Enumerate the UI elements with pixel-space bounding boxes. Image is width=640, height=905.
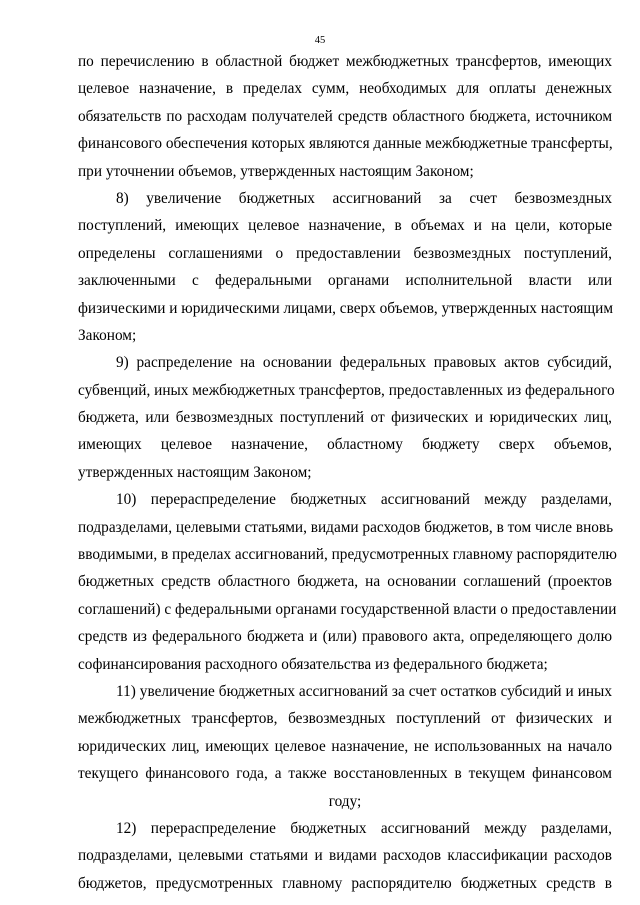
text-line: 12) перераспределение бюджетных ассигнований между разделами, [116,819,612,837]
text-line: текущего финансового года, а также восстановленных в текущем финансовом [78,765,612,783]
text-line: 9) распределение на основании федеральных правовых актов субсидий, [116,354,612,372]
text-line: физическими и юридическими лицами, сверх объемов, утвержденных настоящим [78,299,614,317]
text-line: вводимыми, в пределах ассигнований, предусмотренных главному распорядителю [78,546,617,564]
text-line: году; [328,792,362,810]
text-line: юридических лиц, имеющих целевое назначение, не использованных на начало [78,737,612,755]
text-line: соглашений) с федеральными органами государственной власти о предоставлении [78,600,617,618]
text-line: бюджетов, предусмотренных главному распорядителю бюджетных средств в [78,874,612,892]
body-text [78,48,617,897]
text-line: субвенций, иных межбюджетных трансфертов, предоставленных из федерального [78,381,615,399]
text-line: поступлений, имеющих целевое назначение, в объемах и на цели, которые [78,217,612,235]
text-line: заключенными с федеральными органами исполнительной власти или [78,272,612,290]
text-line: обязательств по расходам получателей средств областного бюджета, источником [78,107,612,125]
text-line: при уточнении объемов, утвержденных настоящим Законом; [78,162,474,180]
text-line: финансового обеспечения которых являются данные межбюджетные трансферты, [78,135,613,153]
text-line: утвержденных настоящим Законом; [78,463,312,481]
text-line: подразделами, целевыми статьями и видами расходов классификации расходов [78,847,612,865]
text-line: 11) увеличение бюджетных ассигнований за счет остатков субсидий и иных [116,682,612,700]
text-line: имеющих целевое назначение, областному бюджету сверх объемов, [78,436,612,454]
text-line: по перечислению в областной бюджет межбюджетных трансфертов, имеющих [78,53,612,70]
text-line: Законом; [78,326,137,344]
text-line: 10) перераспределение бюджетных ассигнований между разделами, [116,491,612,509]
text-line: подразделами, целевыми статьями, видами расходов бюджетов, в том числе вновь [78,518,614,536]
text-line: межбюджетных трансфертов, безвозмездных поступлений от физических и [78,710,612,728]
text-line: бюджетных средств областного бюджета, на основании соглашений (проектов [78,573,612,591]
text-line: средств из федерального бюджета и (или) правового акта, определяющего долю [78,628,612,646]
text-line: целевое назначение, в пределах сумм, необходимых для оплаты денежных [78,80,612,98]
text-line: бюджета, или безвозмездных поступлений от физических и юридических лиц, [78,409,612,427]
text-line: определены соглашениями о предоставлении безвозмездных поступлений, [78,244,612,262]
page-number: 45 [314,35,326,46]
text-line: софинансирования расходного обязательства из федерального бюджета; [78,655,548,673]
text-line: 8) увеличение бюджетных ассигнований за счет безвозмездных [116,189,612,207]
